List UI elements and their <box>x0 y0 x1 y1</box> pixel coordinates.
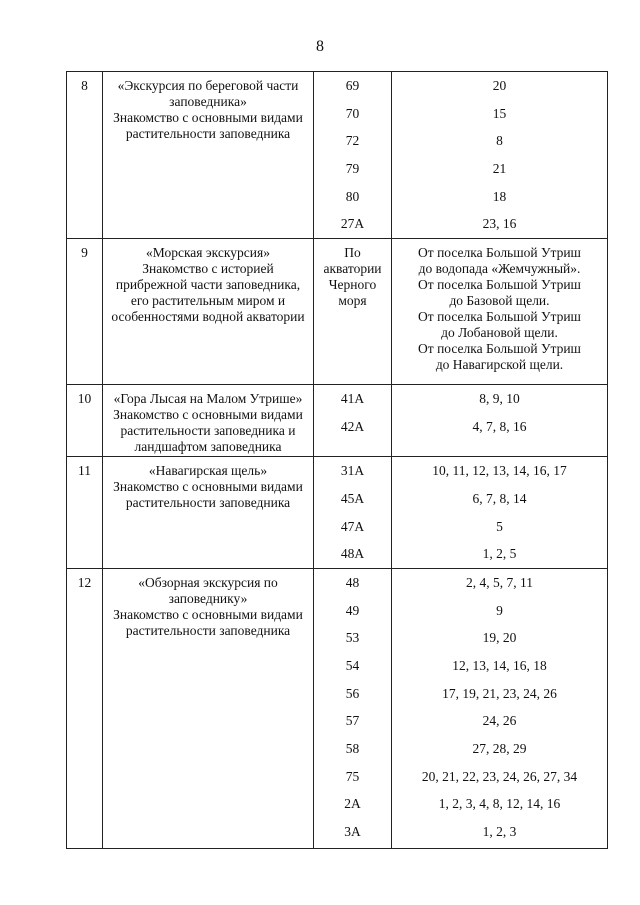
plot-value: 2, 4, 5, 7, 11 <box>466 574 533 590</box>
plot-value: 12, 13, 14, 16, 18 <box>452 657 547 673</box>
route-cell <box>103 457 314 569</box>
route-cell <box>103 385 314 457</box>
plot-line: От поселка Большой Утриш <box>418 309 581 325</box>
quarter-value: 27А <box>340 216 365 232</box>
plot-value: 1, 2, 5 <box>482 546 517 562</box>
plot-value: 20 <box>492 78 507 93</box>
plot-line: От поселка Большой Утриш <box>418 341 581 357</box>
quarter-value: 41А <box>340 391 365 407</box>
quarter-value: 53 <box>345 630 360 646</box>
quarter-value: 57 <box>345 713 360 729</box>
plot-value: 18 <box>492 188 507 204</box>
table-row <box>67 72 608 239</box>
quarters-cell <box>314 385 392 457</box>
quarter-value: 70 <box>345 105 360 121</box>
plot-line: до Базовой щели. <box>449 293 550 309</box>
quarter-value: 58 <box>345 741 360 756</box>
plot-value: 24, 26 <box>482 713 517 729</box>
quarter-value: 47А <box>340 518 365 534</box>
plots-cell <box>392 72 608 239</box>
plot-value: 17, 19, 21, 23, 24, 26 <box>442 685 557 701</box>
route-cell <box>103 239 314 385</box>
plot-value: 10, 11, 12, 13, 14, 16, 17 <box>432 463 567 479</box>
quarters-cell <box>314 568 392 848</box>
excursion-table <box>66 71 608 849</box>
quarter-value: 75 <box>345 768 360 784</box>
route-description: Знакомство с основными видами растительности заповедника и ландшафтом заповедника <box>113 407 303 455</box>
quarter-value: 42А <box>340 418 365 434</box>
plot-line: до водопада «Жемчужный». <box>418 261 581 277</box>
plot-value: 20, 21, 22, 23, 24, 26, 27, 34 <box>421 768 578 784</box>
quarters-cell <box>314 239 392 385</box>
row-number: 11 <box>67 457 103 569</box>
plots-cell <box>392 457 608 569</box>
quarter-value: 48 <box>345 574 360 590</box>
quarter-value: 3А <box>344 824 361 840</box>
plot-value: 15 <box>492 105 507 121</box>
plot-line: до Навагирской щели. <box>435 357 564 373</box>
route-description: Знакомство с основными видами растительности заповедника <box>113 110 303 141</box>
plot-value: 19, 20 <box>482 630 517 646</box>
plot-value: 8, 9, 10 <box>479 391 520 407</box>
route-description: Знакомство с основными видами растительности заповедника <box>113 606 303 638</box>
plot-line: От поселка Большой Утриш <box>418 245 581 261</box>
route-title: «Обзорная экскурсия по заповеднику» <box>138 574 278 606</box>
quarter-value: 80 <box>345 188 360 204</box>
quarter-value: 72 <box>345 133 360 149</box>
table-row <box>67 568 608 848</box>
quarter-value: 48А <box>340 546 365 562</box>
quarter-value: 49 <box>345 602 360 618</box>
route-description: Знакомство с историей прибрежной части заповедника, его растительным миром и особенностями водной акватории <box>111 261 305 325</box>
quarters-cell <box>314 72 392 239</box>
row-number: 9 <box>67 239 103 385</box>
quarters-cell <box>314 457 392 569</box>
route-title: «Морская экскурсия» <box>146 245 270 261</box>
table-row <box>67 457 608 569</box>
plots-cell <box>392 385 608 457</box>
quarter-value: 31А <box>340 463 365 479</box>
page-number: 8 <box>316 38 324 55</box>
quarter-text: По акватории Черного моря <box>323 245 382 309</box>
route-description: Знакомство с основными видами растительности заповедника <box>113 479 303 511</box>
row-number: 8 <box>67 72 103 239</box>
plots-cell <box>392 239 608 385</box>
plot-value: 23, 16 <box>482 216 517 232</box>
quarter-value: 54 <box>345 657 360 673</box>
plot-value: 27, 28, 29 <box>472 741 527 756</box>
plot-value: 5 <box>496 518 503 534</box>
route-title: «Гора Лысая на Малом Утрише» <box>113 391 303 407</box>
row-number: 10 <box>67 385 103 457</box>
route-cell <box>103 568 314 848</box>
quarter-value: 56 <box>345 685 360 701</box>
plot-value: 1, 2, 3 <box>482 824 517 840</box>
plot-line: От поселка Большой Утриш <box>418 277 581 293</box>
plot-value: 6, 7, 8, 14 <box>472 490 527 506</box>
table-row <box>67 239 608 385</box>
plot-value: 1, 2, 3, 4, 8, 12, 14, 16 <box>438 796 561 812</box>
route-title: «Навагирская щель» <box>148 463 268 479</box>
row-number: 12 <box>67 568 103 848</box>
route-cell <box>103 72 314 239</box>
quarter-value: 69 <box>345 78 360 93</box>
route-title: «Экскурсия по береговой части заповедника» <box>117 78 299 109</box>
table-row <box>67 385 608 457</box>
plot-value: 9 <box>496 602 503 618</box>
plot-value: 21 <box>492 161 507 177</box>
plot-value: 8 <box>496 133 503 149</box>
plots-cell <box>392 568 608 848</box>
quarter-value: 79 <box>345 161 360 177</box>
quarter-value: 45А <box>340 490 365 506</box>
plot-value: 4, 7, 8, 16 <box>472 418 527 434</box>
plot-line: до Лобановой щели. <box>441 325 558 341</box>
quarter-value: 2А <box>344 796 361 812</box>
